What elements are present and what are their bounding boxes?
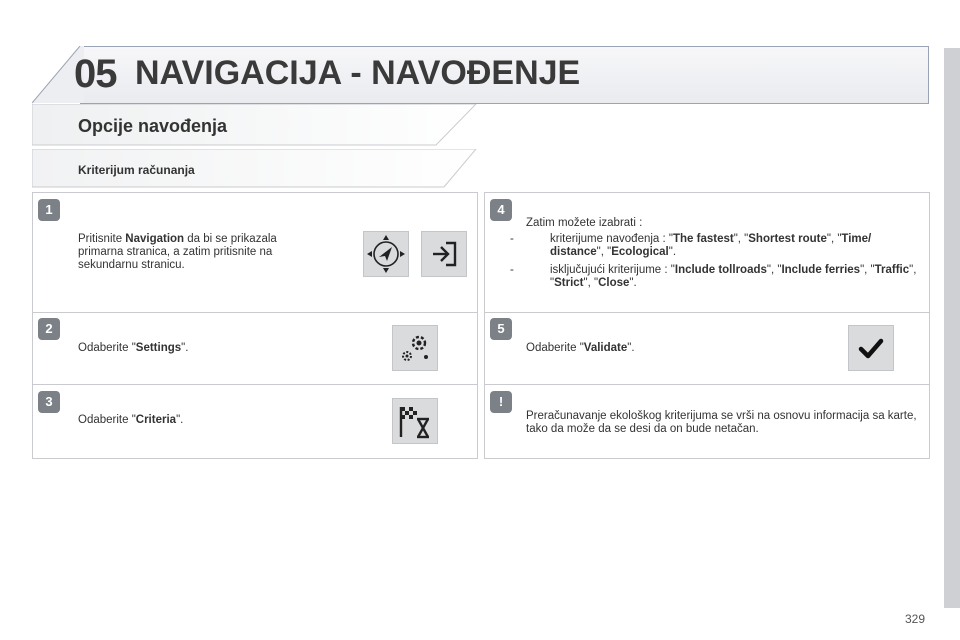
- step-4-intro: Zatim možete izabrati :: [526, 217, 643, 229]
- section-title: Opcije navođenja: [78, 116, 228, 136]
- divider: [484, 384, 930, 385]
- criteria-button[interactable]: [392, 398, 438, 444]
- step-1-text: Pritisnite Navigation da bi se prikazala primarna stranica, a zatim pritisnite na sekundarnu stranicu.: [78, 233, 277, 271]
- subsection-title: Kriterijum računanja: [78, 163, 195, 177]
- validate-button[interactable]: [848, 325, 894, 371]
- step-3-text: Odaberite "Criteria".: [78, 414, 184, 426]
- criteria-flag-hourglass-icon: [393, 399, 437, 443]
- divider: [32, 312, 478, 313]
- warning-badge: !: [490, 391, 512, 413]
- secondary-page-icon: [422, 232, 466, 276]
- step-badge-5: 5: [490, 318, 512, 340]
- note-text: Preračunavanje ekološkog kriterijuma se vrši na osnovu informacija sa karte, tako da može da se desi da on bude netačan.: [526, 410, 917, 435]
- settings-button[interactable]: [392, 325, 438, 371]
- secondary-page-button[interactable]: [421, 231, 467, 277]
- navigation-compass-icon: [364, 232, 408, 276]
- step-badge-4: 4: [490, 199, 512, 221]
- navigation-button[interactable]: [363, 231, 409, 277]
- step-5-text: Odaberite "Validate".: [526, 342, 635, 354]
- chapter-number: 05: [74, 52, 117, 96]
- step-2-text: Odaberite "Settings".: [78, 342, 189, 354]
- list-item-exclusion-criteria: isključujući kriterijume : "Include tollroads", "Include ferries", "Traffic", "Strict", "Close".: [550, 264, 917, 289]
- side-tab: [944, 48, 960, 608]
- chapter-title: NAVIGACIJA - NAVOĐENJE: [135, 54, 581, 92]
- list-dash: -: [510, 264, 514, 276]
- divider: [484, 312, 930, 313]
- checkmark-icon: [849, 326, 893, 370]
- step-badge-3: 3: [38, 391, 60, 413]
- settings-gears-icon: [393, 326, 437, 370]
- divider: [32, 384, 478, 385]
- list-item-navigation-criteria: kriterijume navođenja : "The fastest", "Shortest route", "Time/ distance", "Ecological".: [550, 233, 872, 258]
- page-number: 329: [905, 612, 926, 626]
- list-dash: -: [510, 233, 514, 245]
- step-badge-2: 2: [38, 318, 60, 340]
- step-badge-1: 1: [38, 199, 60, 221]
